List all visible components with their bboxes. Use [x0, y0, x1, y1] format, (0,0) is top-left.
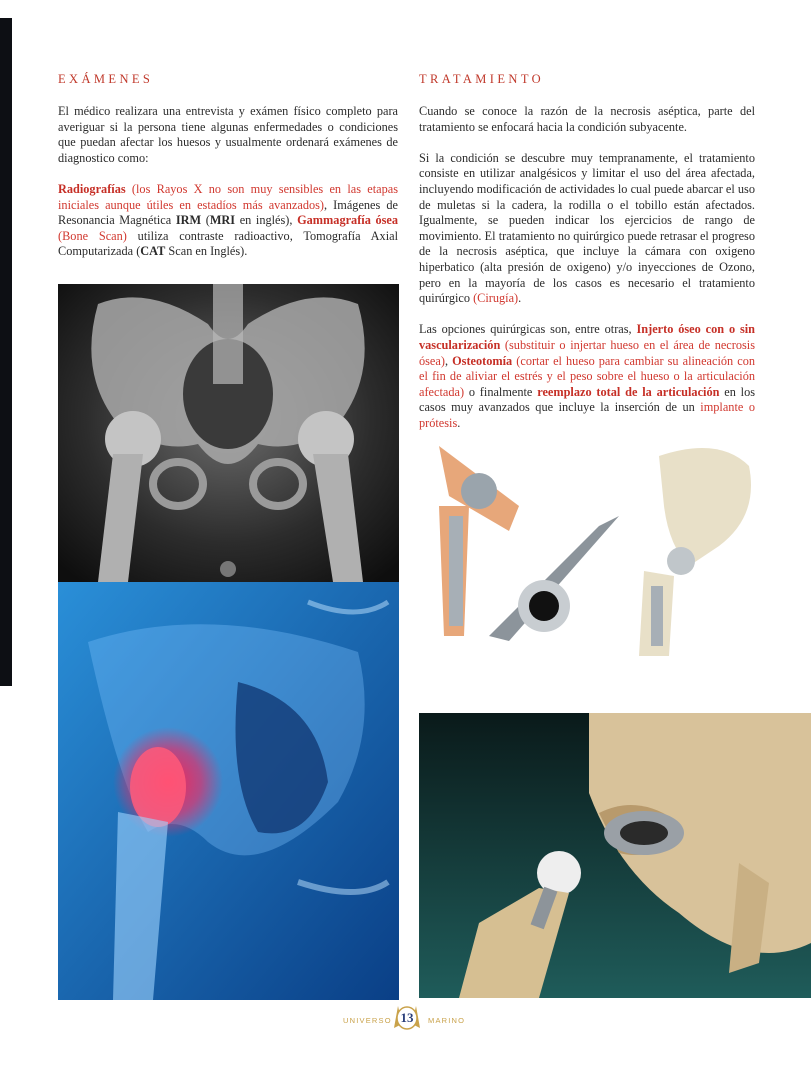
tratamiento-p3: Las opciones quirúrgicas son, entre otras, Injerto óseo con o sin vascularización (substituir o injertar hueso en el área de necrosis ósea), Osteotomía (cortar el hueso para cambiar su alineación con el fin de aliviar el estrés y el peso sobre el hueso o la articulación afectada) o finalmente reemplazo total de la articulación en los casos muy avanzados que incluye la inserción de un implante o prótesis. [419, 322, 756, 430]
term-radiografias: Radiografías [58, 181, 126, 196]
term-gammagrafia: Gammagrafía ósea [297, 213, 399, 228]
hip-replacement-3d-image [419, 713, 811, 998]
hip-implants-illustration [419, 436, 811, 668]
xray-pelvis-image [58, 284, 399, 582]
examenes-heading: EXÁMENES [58, 72, 154, 86]
tratamiento-heading: TRATAMIENTO [419, 72, 545, 86]
footer-right-label: MARINO [428, 1016, 466, 1025]
examenes-list: Radiografías (los Rayos X no son muy sensibles en las etapas iniciales aunque útiles en estadíos más avanzados), Imágenes de Resonancia Magnética IRM (MRI en inglés), Gammagrafía ósea (Bone Scan) utiliza contraste radioactivo, Tomografía Axial Computarizada (CAT Scan en Inglés). [58, 181, 399, 259]
tratamiento-p2: Si la condición se descubre muy tempranamente, el tratamiento consiste en utilizar analgésicos y limitar el uso del área afectada, incluyendo modificación de actividades lo cual puede abarcar el uso de muletas si la cadera, la rodilla o el tobillo están afectados. Igualmente, se pueden indicar los ejercicios de rango de movimiento. El tratamiento no quirúrgico puede retrasar el progreso de la necrosis aséptica, que incluye la cámara con oxigeno hiperbatico (alta presión de oxigeno) y/o inyecciones de Ozono, pero en la mayoría de los casos es necesario el tratamiento quirúrgico (Cirugía). [419, 150, 755, 306]
footer-left-label: UNIVERSO [343, 1016, 392, 1025]
tratamiento-p1: Cuando se conoce la razón de la necrosis aséptica, parte del tratamiento se enfocará hacia la condición subyacente. [419, 104, 755, 134]
examenes-intro: El médico realizara una entrevista y exámen físico completo para averiguar si la persona tiene algunas enfermedades o condiciones que puedan afectar los huesos y usualmente ordenará exámenes de diagnostico como: [58, 104, 398, 165]
examenes-text [58, 104, 398, 276]
page-number: 13 [400, 1010, 414, 1025]
page-edge-bar [0, 18, 12, 686]
hip-pain-illustration [58, 582, 399, 1000]
tratamiento-text [419, 104, 755, 447]
